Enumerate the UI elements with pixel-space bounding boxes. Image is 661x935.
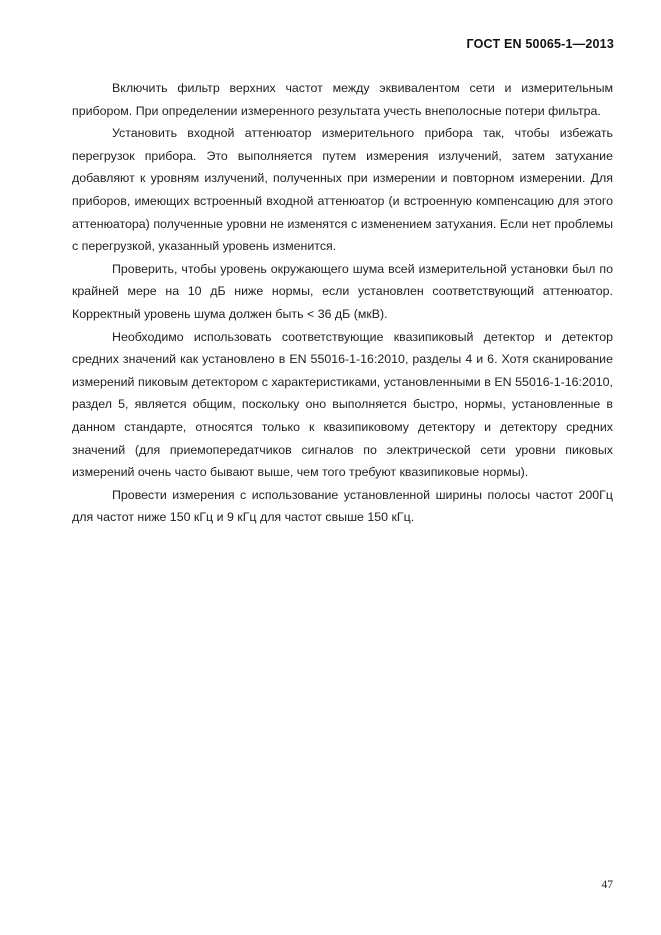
paragraph-highpass-filter: Включить фильтр верхних частот между эквивалентом сети и измерительным прибором. При определении измеренного результата учесть внеполосные потери фильтра. bbox=[72, 81, 613, 118]
document-code-header: ГОСТ EN 50065-1—2013 bbox=[466, 37, 614, 51]
paragraph-input-attenuator: Установить входной аттенюатор измерительного прибора так, чтобы избежать перегрузок прибора. Это выполняется путем измерения излучений, затем затухание добавляют к уровням излучений, полученных при измерении и повторном измерении. Для приборов, имеющих встроенный входной аттенюатор (и встроенную компенсацию для этого аттенюатора) полученные уровни не изменятся с изменением затухания. Если нет проблемы с перегрузкой, указанный уровень изменится. bbox=[72, 126, 613, 254]
paragraph-bandwidth: Провести измерения с использование установленной ширины полосы частот 200Гц для частот ниже 150 кГц и 9 кГц для частот свыше 150 кГц. bbox=[72, 487, 613, 525]
paragraph-detectors: Необходимо использовать соответствующие квазипиковый детектор и детектор средних значений как установлено в EN 55016-1-16:2010, разделы 4 и 6. Хотя сканирование измерений пиковым детектором с характеристиками, установленными в EN 55016-1-16:2010, раздел 5, является общим, поскольку оно выполняется быстро, нормы, установленные в данном стандарте, относятся только к квазипиковому детектору и детектору средних значений (для приемопередатчиков сигналов по электрической сети уровни пиковых измерений очень часто бывают выше, чем того требуют квазипиковые нормы). bbox=[72, 329, 613, 480]
document-body bbox=[72, 77, 613, 529]
page-number: 47 bbox=[601, 879, 613, 891]
paragraph-ambient-noise: Проверить, чтобы уровень окружающего шума всей измерительной установки был по крайней мере на 10 дБ ниже нормы, если установлен соответствующий аттенюатор. Корректный уровень шума должен быть < 36 дБ (мкВ). bbox=[72, 261, 613, 321]
